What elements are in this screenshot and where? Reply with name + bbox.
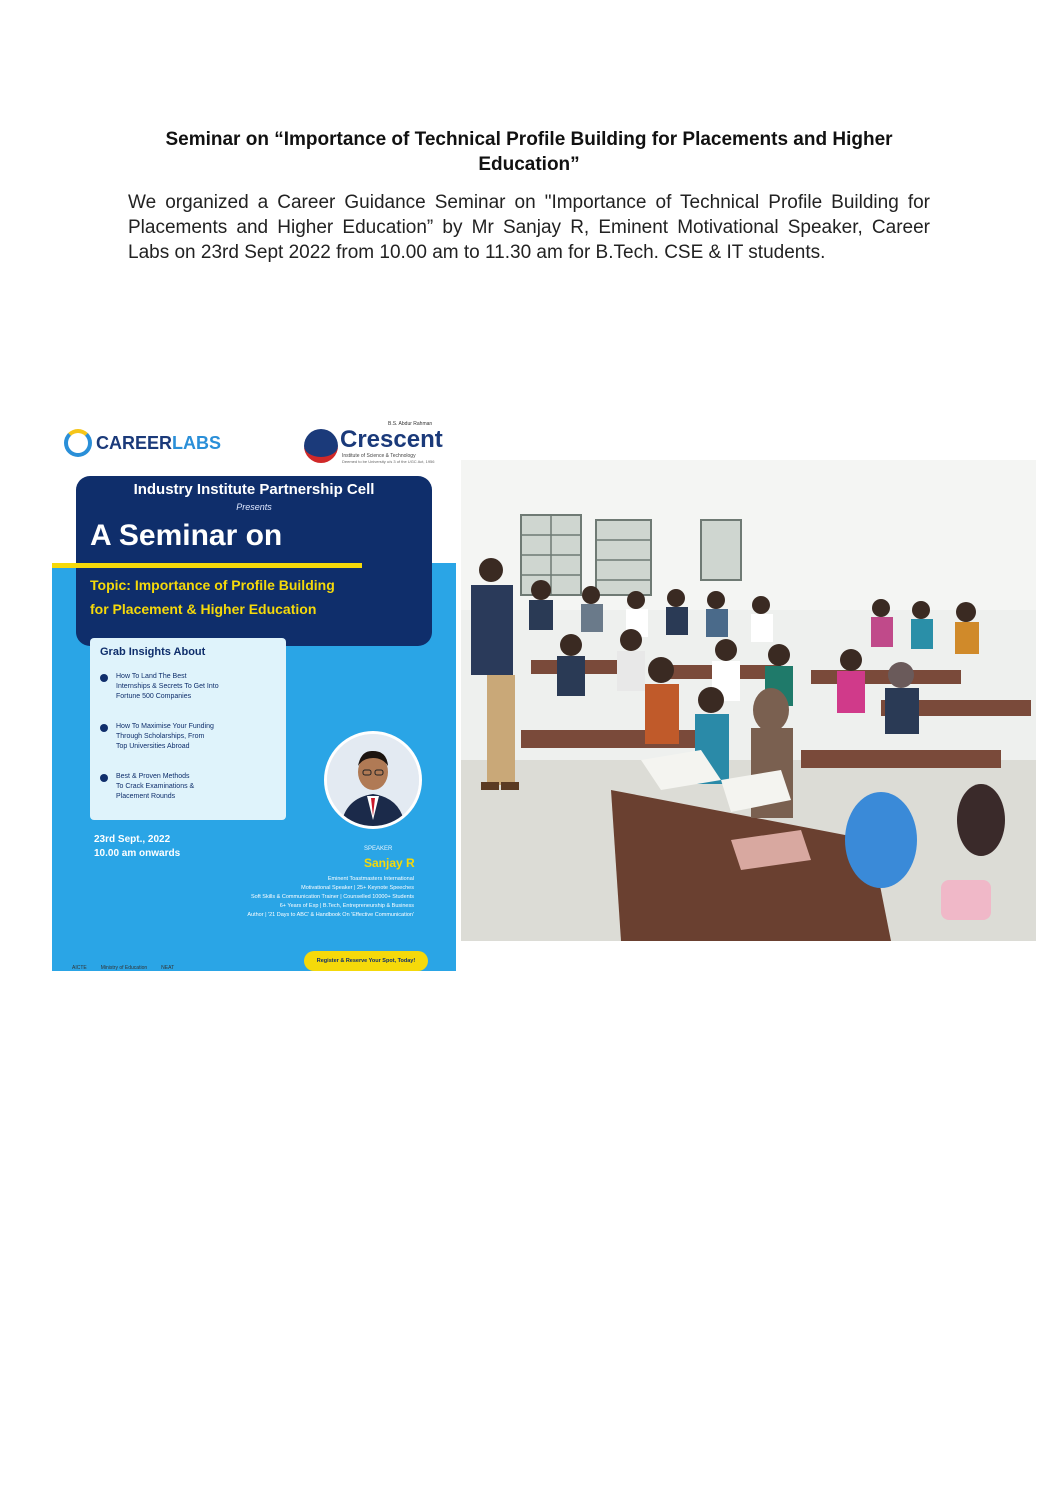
description-paragraph: We organized a Career Guidance Seminar on "Importance of Technical Profile Building for Placements and Higher Education” by Mr Sanjay R, Eminent Motivational Speaker, Career Labs on 23rd Sept 2022 from 10.00 am to 11.30 am for B.Tech. CSE & IT students. <box>128 192 930 263</box>
classroom-photo <box>461 460 1036 941</box>
poster-presents: Presents <box>236 502 272 512</box>
register-badge: Register & Reserve Your Spot, Today! <box>304 951 428 971</box>
poster-cell-name: Industry Institute Partnership Cell <box>133 481 375 498</box>
crescent-name: Crescent <box>340 426 443 453</box>
poster-date: 23rd Sept., 2022 <box>94 834 171 845</box>
bio-line: Eminent Toastmasters International <box>327 876 414 882</box>
speaker-bio <box>194 875 414 920</box>
poster-footer-logos <box>72 965 174 971</box>
insight-bullet-icon <box>100 724 108 732</box>
insight-item <box>100 772 280 802</box>
insight-bullet-icon <box>100 774 108 782</box>
crescent-globe-icon <box>304 429 338 463</box>
heading-line-2: Education” <box>478 154 580 175</box>
crescent-small-text: B.S. Abdur Rahman <box>388 421 433 427</box>
speaker-photo <box>324 731 422 829</box>
careerlabs-text-a: CAREER <box>96 432 173 453</box>
footer-logo-2: Ministry of Education <box>100 965 148 971</box>
insights-title: Grab Insights About <box>100 646 206 658</box>
poster-topic-line-2: for Placement & Higher Education <box>90 601 317 617</box>
footer-logo-1: AICTE <box>72 965 87 971</box>
insight-text: How To Land The Best Internships & Secrets To Get Into Fortune 500 Companies <box>116 673 219 700</box>
insight-text: How To Maximise Your Funding Through Scholarships, From Top Universities Abroad <box>116 723 214 750</box>
seminar-poster <box>52 413 456 988</box>
careerlabs-text-b: LABS <box>172 432 222 453</box>
speaker-label: SPEAKER <box>364 846 393 852</box>
bio-line: Author | '21 Days to ABC' & Handbook On 'Effective Communication' <box>247 912 414 918</box>
insight-item <box>100 672 280 702</box>
poster-seminar-title: A Seminar on <box>90 519 283 552</box>
insights-box <box>90 638 286 820</box>
careerlabs-logo <box>64 423 221 463</box>
speaker-name: Sanjay R <box>364 856 415 870</box>
poster-date-time <box>94 833 180 861</box>
poster-topic-line-1: Topic: Importance of Profile Building <box>90 577 335 593</box>
insight-bullet-icon <box>100 674 108 682</box>
crescent-logo <box>304 421 444 465</box>
heading-line-1: Seminar on “Importance of Technical Profile Building for Placements and Higher <box>165 129 893 150</box>
bio-line: Soft Skills & Communication Trainer | Counselled 10000+ Students <box>250 894 414 900</box>
crescent-subtitle: Institute of Science & Technology <box>342 453 416 459</box>
insight-text: Best & Proven Methods To Crack Examinations & Placement Rounds <box>116 773 195 800</box>
bio-line: Motivational Speaker | 25+ Keynote Speeches <box>301 885 414 891</box>
crescent-tagline: Deemed to be University u/s 3 of the UGC Act, 1956 <box>342 459 435 464</box>
footer-logo-3: NEAT <box>161 965 175 971</box>
poster-time: 10.00 am onwards <box>94 848 181 859</box>
page-heading <box>128 127 930 177</box>
insight-item <box>100 722 280 752</box>
bio-line: 6+ Years of Exp | B.Tech, Entrepreneurship & Business <box>279 903 414 909</box>
careerlabs-logo-icon <box>64 429 92 457</box>
poster-yellow-stripe <box>52 563 362 568</box>
